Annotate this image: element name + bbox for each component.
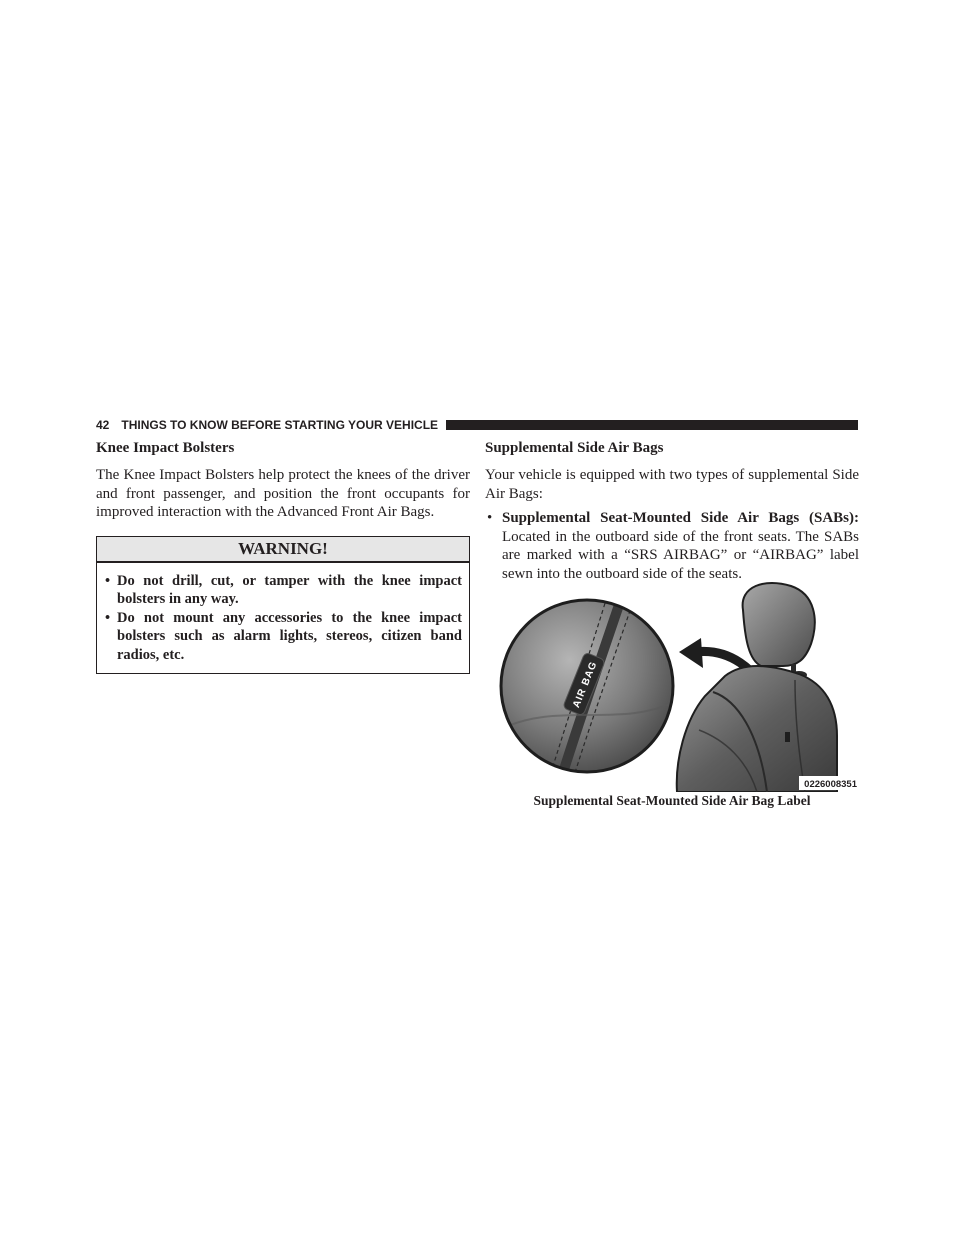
- knee-bolsters-paragraph: The Knee Impact Bolsters help protect the knees of the driver and front passenger, and position the front occupants for improved interaction with the Advanced Front Air Bags.: [96, 467, 470, 520]
- warning-title: WARNING!: [97, 537, 469, 563]
- seat-icon: [677, 583, 837, 792]
- knee-bolsters-heading: Knee Impact Bolsters: [96, 440, 235, 456]
- page-number: 42: [96, 418, 110, 432]
- airbag-label-text: AIR BAG: [571, 659, 600, 710]
- side-airbags-list: [485, 509, 859, 583]
- page-header: [96, 417, 858, 433]
- sab-list-item: [485, 509, 859, 583]
- side-airbags-heading: Supplemental Side Air Bags: [485, 440, 664, 456]
- seat-airbag-label-illustration: [499, 580, 859, 792]
- right-column: [485, 438, 859, 583]
- warning-box: [96, 536, 470, 675]
- warning-list: [97, 563, 469, 674]
- warning-item: • Do not drill, cut, or tamper with the knee impact bolsters in any way.: [103, 572, 462, 609]
- image-code: 0226008351: [804, 779, 857, 790]
- warning-item: • Do not mount any accessories to the knee impact bolsters such as alarm lights, stereos, citizen band radios, etc.: [103, 609, 462, 665]
- zoom-circle: [499, 590, 679, 792]
- sab-description: Located in the outboard side of the front seats. The SABs are marked with a “SRS AIRBAG” or “AIRBAG” label sewn into the outboard side of the seats.: [502, 528, 859, 582]
- left-column: [96, 438, 470, 674]
- sab-term: Supplemental Seat-Mounted Side Air Bags (SABs):: [502, 510, 859, 526]
- side-airbags-paragraph: Your vehicle is equipped with two types of supplemental Side Air Bags:: [485, 467, 859, 502]
- figure-caption: Supplemental Seat-Mounted Side Air Bag Label: [533, 793, 811, 808]
- section-title: THINGS TO KNOW BEFORE STARTING YOUR VEHICLE: [121, 418, 439, 432]
- header-rule: [446, 420, 858, 430]
